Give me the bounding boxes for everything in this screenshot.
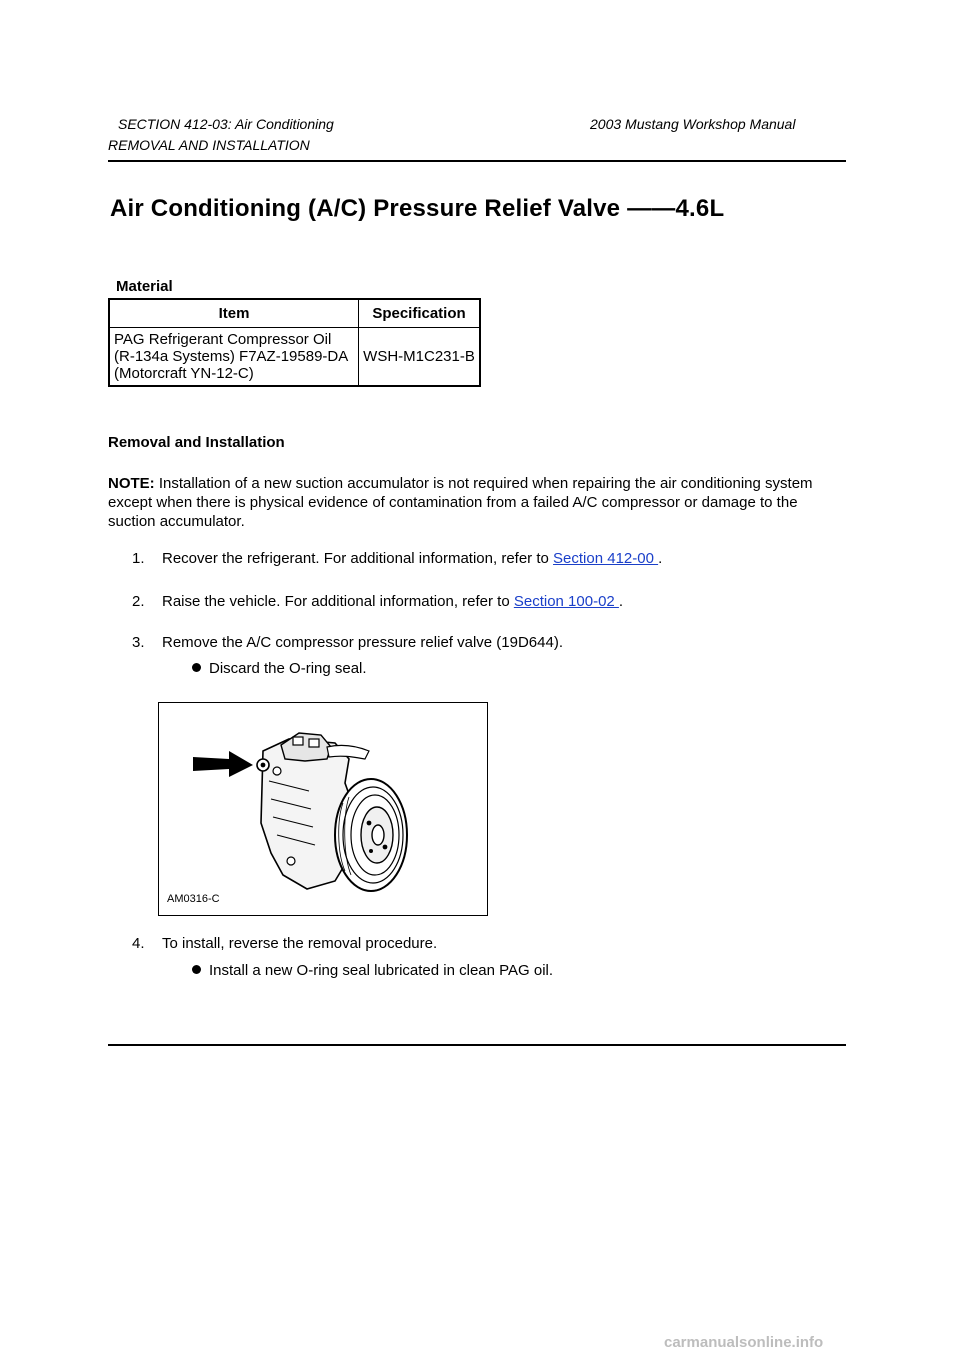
step-number: 1.: [132, 550, 145, 567]
watermark: carmanualsonline.info: [664, 1334, 824, 1351]
header-manual-title: 2003 Mustang Workshop Manual: [590, 116, 796, 132]
step-text: Recover the refrigerant. For additional information, refer to: [162, 550, 554, 567]
note-paragraph: [108, 474, 838, 531]
page-title: Air Conditioning (A/C) Pressure Relief Valve ——4.6L: [110, 195, 725, 222]
note-label: NOTE:: [108, 475, 155, 492]
step-2: [132, 593, 623, 610]
bullet-icon: [192, 965, 201, 974]
compressor-illustration: [159, 703, 487, 915]
bullet-text: Install a new O-ring seal lubricated in clean PAG oil.: [209, 962, 554, 979]
step-1: [132, 550, 662, 567]
step-text-end: .: [658, 550, 663, 567]
note-text: Installation of a new suction accumulator is not required when repairing the air conditioning system except when there is physical evidence of contamination from a failed A/C compressor or damage to the suction accumulator.: [108, 475, 813, 530]
material-table-caption: Material: [116, 278, 173, 295]
figure-label: AM0316-C: [167, 893, 220, 905]
step-3: [132, 634, 563, 651]
step-number: 4.: [132, 935, 145, 952]
step-4: [132, 935, 437, 952]
section-412-00-link[interactable]: Section 412-00: [553, 550, 659, 567]
column-header-specification: Specification: [359, 299, 481, 328]
footer-divider: [108, 1044, 846, 1046]
step-number: 3.: [132, 634, 145, 651]
bullet-icon: [192, 663, 201, 672]
removal-heading: Removal and Installation: [108, 434, 285, 451]
header-subsection: REMOVAL AND INSTALLATION: [108, 137, 310, 153]
compressor-figure: [158, 702, 488, 916]
step-text-end: .: [618, 593, 624, 610]
column-header-item: Item: [109, 299, 359, 328]
header-divider: [108, 160, 846, 162]
section-100-02-link[interactable]: Section 100-02: [513, 593, 619, 610]
material-table-header-row: [109, 299, 480, 328]
arrow-icon: [193, 751, 253, 777]
step-text: Remove the A/C compressor pressure relief valve (19D644).: [162, 634, 564, 651]
step-3-bullet: [192, 660, 367, 677]
material-table: [108, 298, 481, 387]
bullet-text: Discard the O-ring seal.: [209, 660, 367, 677]
material-spec-cell: WSH-M1C231-B: [359, 328, 481, 387]
step-4-bullet: [192, 962, 553, 979]
material-item-cell: PAG Refrigerant Compressor Oil (R-134a Systems) F7AZ-19589-DA (Motorcraft YN-12-C): [109, 328, 359, 387]
step-text: To install, reverse the removal procedure.: [162, 935, 438, 952]
step-number: 2.: [132, 593, 145, 610]
step-text: Raise the vehicle. For additional information, refer to: [162, 593, 514, 610]
table-row: [109, 328, 480, 387]
header-section: SECTION 412-03: Air Conditioning: [118, 116, 334, 132]
